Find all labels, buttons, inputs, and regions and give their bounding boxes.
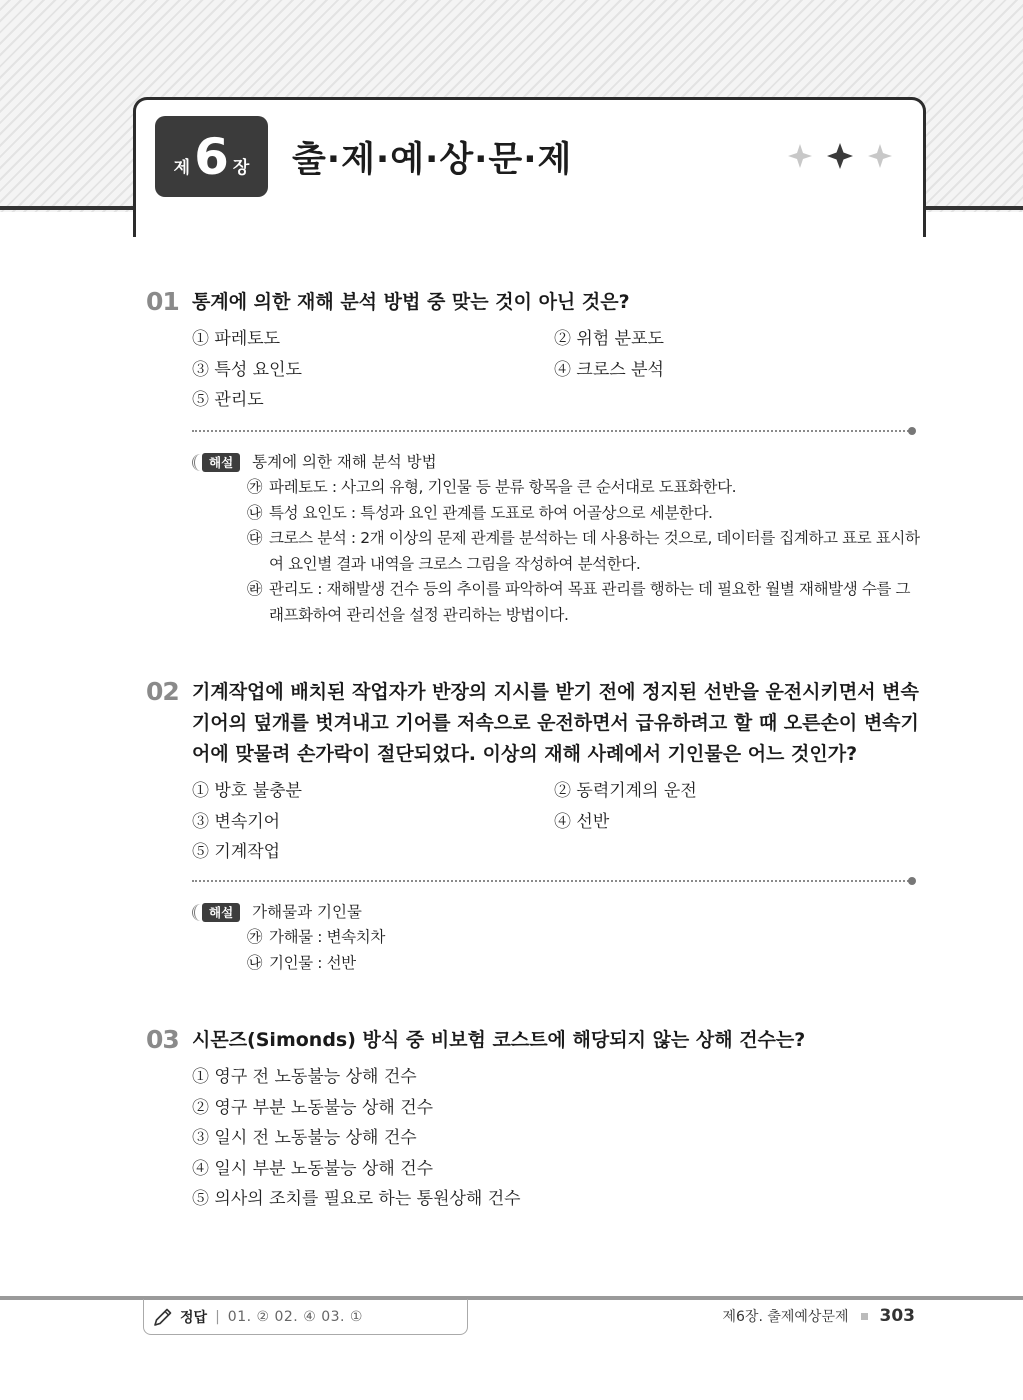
answer-values: 01. ② 02. ④ 03. ① [227, 1308, 363, 1325]
answer-label: 정답 [180, 1309, 208, 1326]
item-text: 크로스 분석 : 2개 이상의 문제 관계를 분석하는 데 사용하는 것으로, 데이터를 집계하고 표로 표시하여 요인별 결과 내역을 크로스 그림을 작성하여 분석한다. [269, 529, 920, 573]
explanation-item [247, 526, 920, 577]
option-list [192, 324, 926, 416]
item-mark: ㉮ [247, 478, 263, 496]
explanation-02 [192, 899, 920, 976]
item-text: 파레토도 : 사고의 유형, 기인물 등 분류 항목을 큰 순서대로 도표화한다. [269, 478, 737, 496]
option-list [192, 1062, 926, 1215]
item-text: 특성 요인도 : 특성과 요인 관계를 도표로 하여 어골상으로 세분한다. [269, 503, 713, 522]
page-number: 303 [879, 1306, 915, 1326]
question-number: 01 [146, 287, 179, 316]
option-1: ① 파레토도 [192, 329, 281, 349]
item-text: 가해물 : 변속치차 [269, 928, 385, 946]
option-2: ② 동력기계의 운전 [554, 781, 697, 801]
explanation-01 [192, 449, 920, 628]
answer-box [143, 1299, 468, 1335]
option-3: ③ 특성 요인도 [192, 359, 302, 380]
question-03 [146, 1025, 926, 1215]
explanation-item [247, 501, 920, 527]
explanation-item [247, 577, 920, 628]
item-text: 기인물 : 선반 [269, 953, 356, 972]
option-4: ④ 일시 부분 노동불능 상해 건수 [192, 1158, 434, 1179]
chapter-suffix: 장 [232, 158, 250, 178]
option-2: ② 위험 분포도 [554, 329, 664, 349]
item-mark: ㉯ [247, 503, 263, 522]
option-5: ⑤ 의사의 조치를 필요로 하는 통원상해 건수 [192, 1189, 521, 1209]
explanation-title: 가해물과 기인물 [252, 903, 362, 921]
item-text: 관리도 : 재해발생 건수 등의 추이를 파악하여 목표 관리를 행하는 데 필요한 월별 재해발생 수를 그래프화하여 관리선을 설정 관리하는 방법이다. [269, 580, 911, 624]
explanation-badge: 해설 [202, 453, 240, 472]
option-2: ② 영구 부분 노동불능 상해 건수 [192, 1097, 434, 1118]
question-text: 기계작업에 배치된 작업자가 반장의 지시를 받기 전에 정지된 선반을 운전시키면서 변속기어의 덮개를 벗겨내고 기어를 저속으로 운전하면서 급유하려고 할 때 오른손이 변속기어에 맞물려 손가락이 절단되었다. 이상의 재해 사례에서 기인물은 어느 것인가? [192, 681, 919, 765]
option-4: ④ 크로스 분석 [554, 359, 664, 380]
item-mark: ㉰ [247, 529, 263, 547]
question-number: 03 [146, 1025, 179, 1054]
dotted-divider [192, 880, 912, 882]
question-02 [146, 677, 926, 868]
page-footer [723, 1306, 916, 1326]
footer-square-marker [861, 1313, 868, 1320]
option-3: ③ 변속기어 [192, 811, 281, 832]
chapter-prefix: 제 [173, 158, 191, 178]
question-number: 02 [146, 677, 179, 706]
question-text: 시몬즈(Simonds) 방식 중 비보험 코스트에 해당되지 않는 상해 건수는? [192, 1029, 806, 1051]
option-3: ③ 일시 전 노동불능 상해 건수 [192, 1128, 417, 1148]
explanation-badge: 해설 [202, 903, 240, 922]
option-list [192, 776, 926, 868]
explanation-title: 통계에 의한 재해 분석 방법 [252, 453, 437, 471]
four-point-star-icon [786, 140, 896, 172]
answer-separator: | [215, 1308, 220, 1325]
chapter-number: 6 [194, 127, 229, 186]
option-5: ⑤ 관리도 [192, 390, 264, 410]
option-1: ① 방호 불충분 [192, 781, 302, 801]
section-label: 제6장. 출제예상문제 [722, 1309, 849, 1325]
chapter-badge [155, 116, 268, 197]
item-mark: ㉱ [247, 580, 263, 598]
item-mark: ㉮ [247, 928, 263, 946]
option-4: ④ 선반 [554, 811, 610, 832]
dotted-divider [192, 430, 912, 432]
question-text: 통계에 의한 재해 분석 방법 중 맞는 것이 아닌 것은? [192, 291, 630, 313]
option-5: ⑤ 기계작업 [192, 842, 281, 862]
explanation-item [247, 925, 920, 951]
header-rule-left [0, 206, 136, 210]
header-rule-right [922, 206, 1023, 210]
pencil-icon [152, 1306, 174, 1328]
explanation-item [247, 475, 920, 501]
option-1: ① 영구 전 노동불능 상해 건수 [192, 1067, 417, 1087]
page-title: 출·제·예·상·문·제 [292, 140, 573, 180]
explanation-item [247, 951, 920, 977]
item-mark: ㉯ [247, 953, 263, 972]
question-01 [146, 287, 926, 416]
